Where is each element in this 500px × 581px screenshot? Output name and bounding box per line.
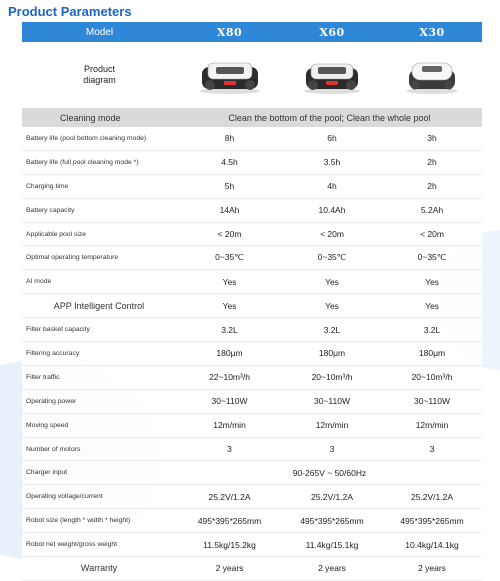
row-value: 4.5h — [177, 150, 282, 174]
row-value: 12m/min — [282, 413, 382, 437]
table-row — [22, 198, 482, 222]
row-label: Warranty — [22, 557, 177, 581]
row-value: 20~10m³/h — [382, 365, 482, 389]
robot-image-x80 — [177, 42, 282, 108]
row-value: 495*395*265mm — [282, 509, 382, 533]
row-value: 12m/min — [382, 413, 482, 437]
row-value: 180μm — [177, 342, 282, 366]
product-diagram-row — [22, 42, 482, 108]
table-row — [22, 150, 482, 174]
row-value: 180μm — [382, 342, 482, 366]
row-value: Yes — [382, 294, 482, 318]
table-row — [22, 389, 482, 413]
row-value: 10.4Ah — [282, 198, 382, 222]
row-value: 11.4kg/15.1kg — [282, 533, 382, 557]
table-row — [22, 509, 482, 533]
parameters-table-container — [22, 22, 482, 581]
row-label: AI mode — [22, 270, 177, 294]
row-value: 30~110W — [282, 389, 382, 413]
row-label: Battery life (pool bottom cleaning mode) — [22, 127, 177, 150]
row-label: Battery life (full pool cleaning mode *) — [22, 150, 177, 174]
row-value: 30~110W — [177, 389, 282, 413]
row-label: Filtering accuracy — [22, 342, 177, 366]
row-value: 30~110W — [382, 389, 482, 413]
row-value: 6h — [282, 127, 382, 150]
page-title: Product Parameters — [8, 4, 132, 19]
row-value: 5h — [177, 174, 282, 198]
row-label: Moving speed — [22, 413, 177, 437]
row-value: 3 — [282, 437, 382, 461]
row-value: Yes — [282, 270, 382, 294]
row-value: Yes — [177, 270, 282, 294]
row-value: 495*395*265mm — [177, 509, 282, 533]
table-row — [22, 557, 482, 581]
table-row — [22, 365, 482, 389]
row-value: 0~35℃ — [177, 246, 282, 270]
product-diagram-label-text: Product diagram — [83, 64, 116, 85]
cleaning-mode-value: Clean the bottom of the pool; Clean the whole pool — [177, 108, 482, 127]
row-label: Filter basket capacity — [22, 318, 177, 342]
parameters-table — [22, 22, 482, 581]
row-value: Yes — [177, 294, 282, 318]
table-row — [22, 533, 482, 557]
cleaning-mode-label: Cleaning mode — [22, 108, 177, 127]
row-value: 14Ah — [177, 198, 282, 222]
row-value: Yes — [282, 294, 382, 318]
table-row — [22, 318, 482, 342]
table-row — [22, 127, 482, 150]
robot-image-x30 — [382, 42, 482, 108]
table-row — [22, 174, 482, 198]
row-value: 2h — [382, 174, 482, 198]
row-value: 5.2Ah — [382, 198, 482, 222]
row-value: 3.2L — [382, 318, 482, 342]
model-x80: X80 — [177, 22, 282, 42]
table-row — [22, 437, 482, 461]
row-value: 25.2V/1.2A — [177, 485, 282, 509]
row-value: 12m/min — [177, 413, 282, 437]
row-label: Robot size (length * width * height) — [22, 509, 177, 533]
model-column-label: Model — [22, 22, 177, 42]
row-value: 8h — [177, 127, 282, 150]
robot-image-x60 — [282, 42, 382, 108]
table-header-row — [22, 22, 482, 42]
row-label: Number of motors — [22, 437, 177, 461]
row-value: 25.2V/1.2A — [282, 485, 382, 509]
table-row — [22, 222, 482, 246]
row-value: 3 — [382, 437, 482, 461]
row-value: 0~35℃ — [282, 246, 382, 270]
model-x30: X30 — [382, 22, 482, 42]
row-value: 3.2L — [177, 318, 282, 342]
row-value: < 20m — [177, 222, 282, 246]
table-row — [22, 294, 482, 318]
row-label: Charger input — [22, 461, 177, 485]
table-row — [22, 342, 482, 366]
row-label: Optimal operating temperature — [22, 246, 177, 270]
row-label: APP Intelligent Control — [22, 294, 177, 318]
model-x60: X60 — [282, 22, 382, 42]
row-label: Operating power — [22, 389, 177, 413]
row-value: 3.5h — [282, 150, 382, 174]
row-value: 25.2V/1.2A — [382, 485, 482, 509]
row-value: 22~10m³/h — [177, 365, 282, 389]
row-value: Yes — [382, 270, 482, 294]
table-row — [22, 485, 482, 509]
row-value: 10.4kg/14.1kg — [382, 533, 482, 557]
table-row — [22, 461, 482, 485]
row-label: Battery capacity — [22, 198, 177, 222]
row-value: 495*395*265mm — [382, 509, 482, 533]
row-value: 3 — [177, 437, 282, 461]
row-merged-value: 90-265V ~ 50/60Hz — [177, 461, 482, 485]
row-value: 2 years — [382, 557, 482, 581]
row-value: 2 years — [282, 557, 382, 581]
table-row — [22, 413, 482, 437]
row-label: Charging time — [22, 174, 177, 198]
row-label: Robot net weight/gross weight — [22, 533, 177, 557]
row-value: < 20m — [282, 222, 382, 246]
table-row — [22, 270, 482, 294]
product-diagram-label — [22, 42, 177, 108]
row-value: 180μm — [282, 342, 382, 366]
row-value: 3.2L — [282, 318, 382, 342]
cleaning-mode-row — [22, 108, 482, 127]
row-value: 4h — [282, 174, 382, 198]
table-row — [22, 246, 482, 270]
row-value: < 20m — [382, 222, 482, 246]
row-label: Operating voltage/current — [22, 485, 177, 509]
row-value: 2h — [382, 150, 482, 174]
row-value: 20~10m³/h — [282, 365, 382, 389]
row-value: 2 years — [177, 557, 282, 581]
row-label: Filter traffic — [22, 365, 177, 389]
row-value: 0~35℃ — [382, 246, 482, 270]
row-label: Applicable pool size — [22, 222, 177, 246]
row-value: 3h — [382, 127, 482, 150]
row-value: 11.5kg/15.2kg — [177, 533, 282, 557]
